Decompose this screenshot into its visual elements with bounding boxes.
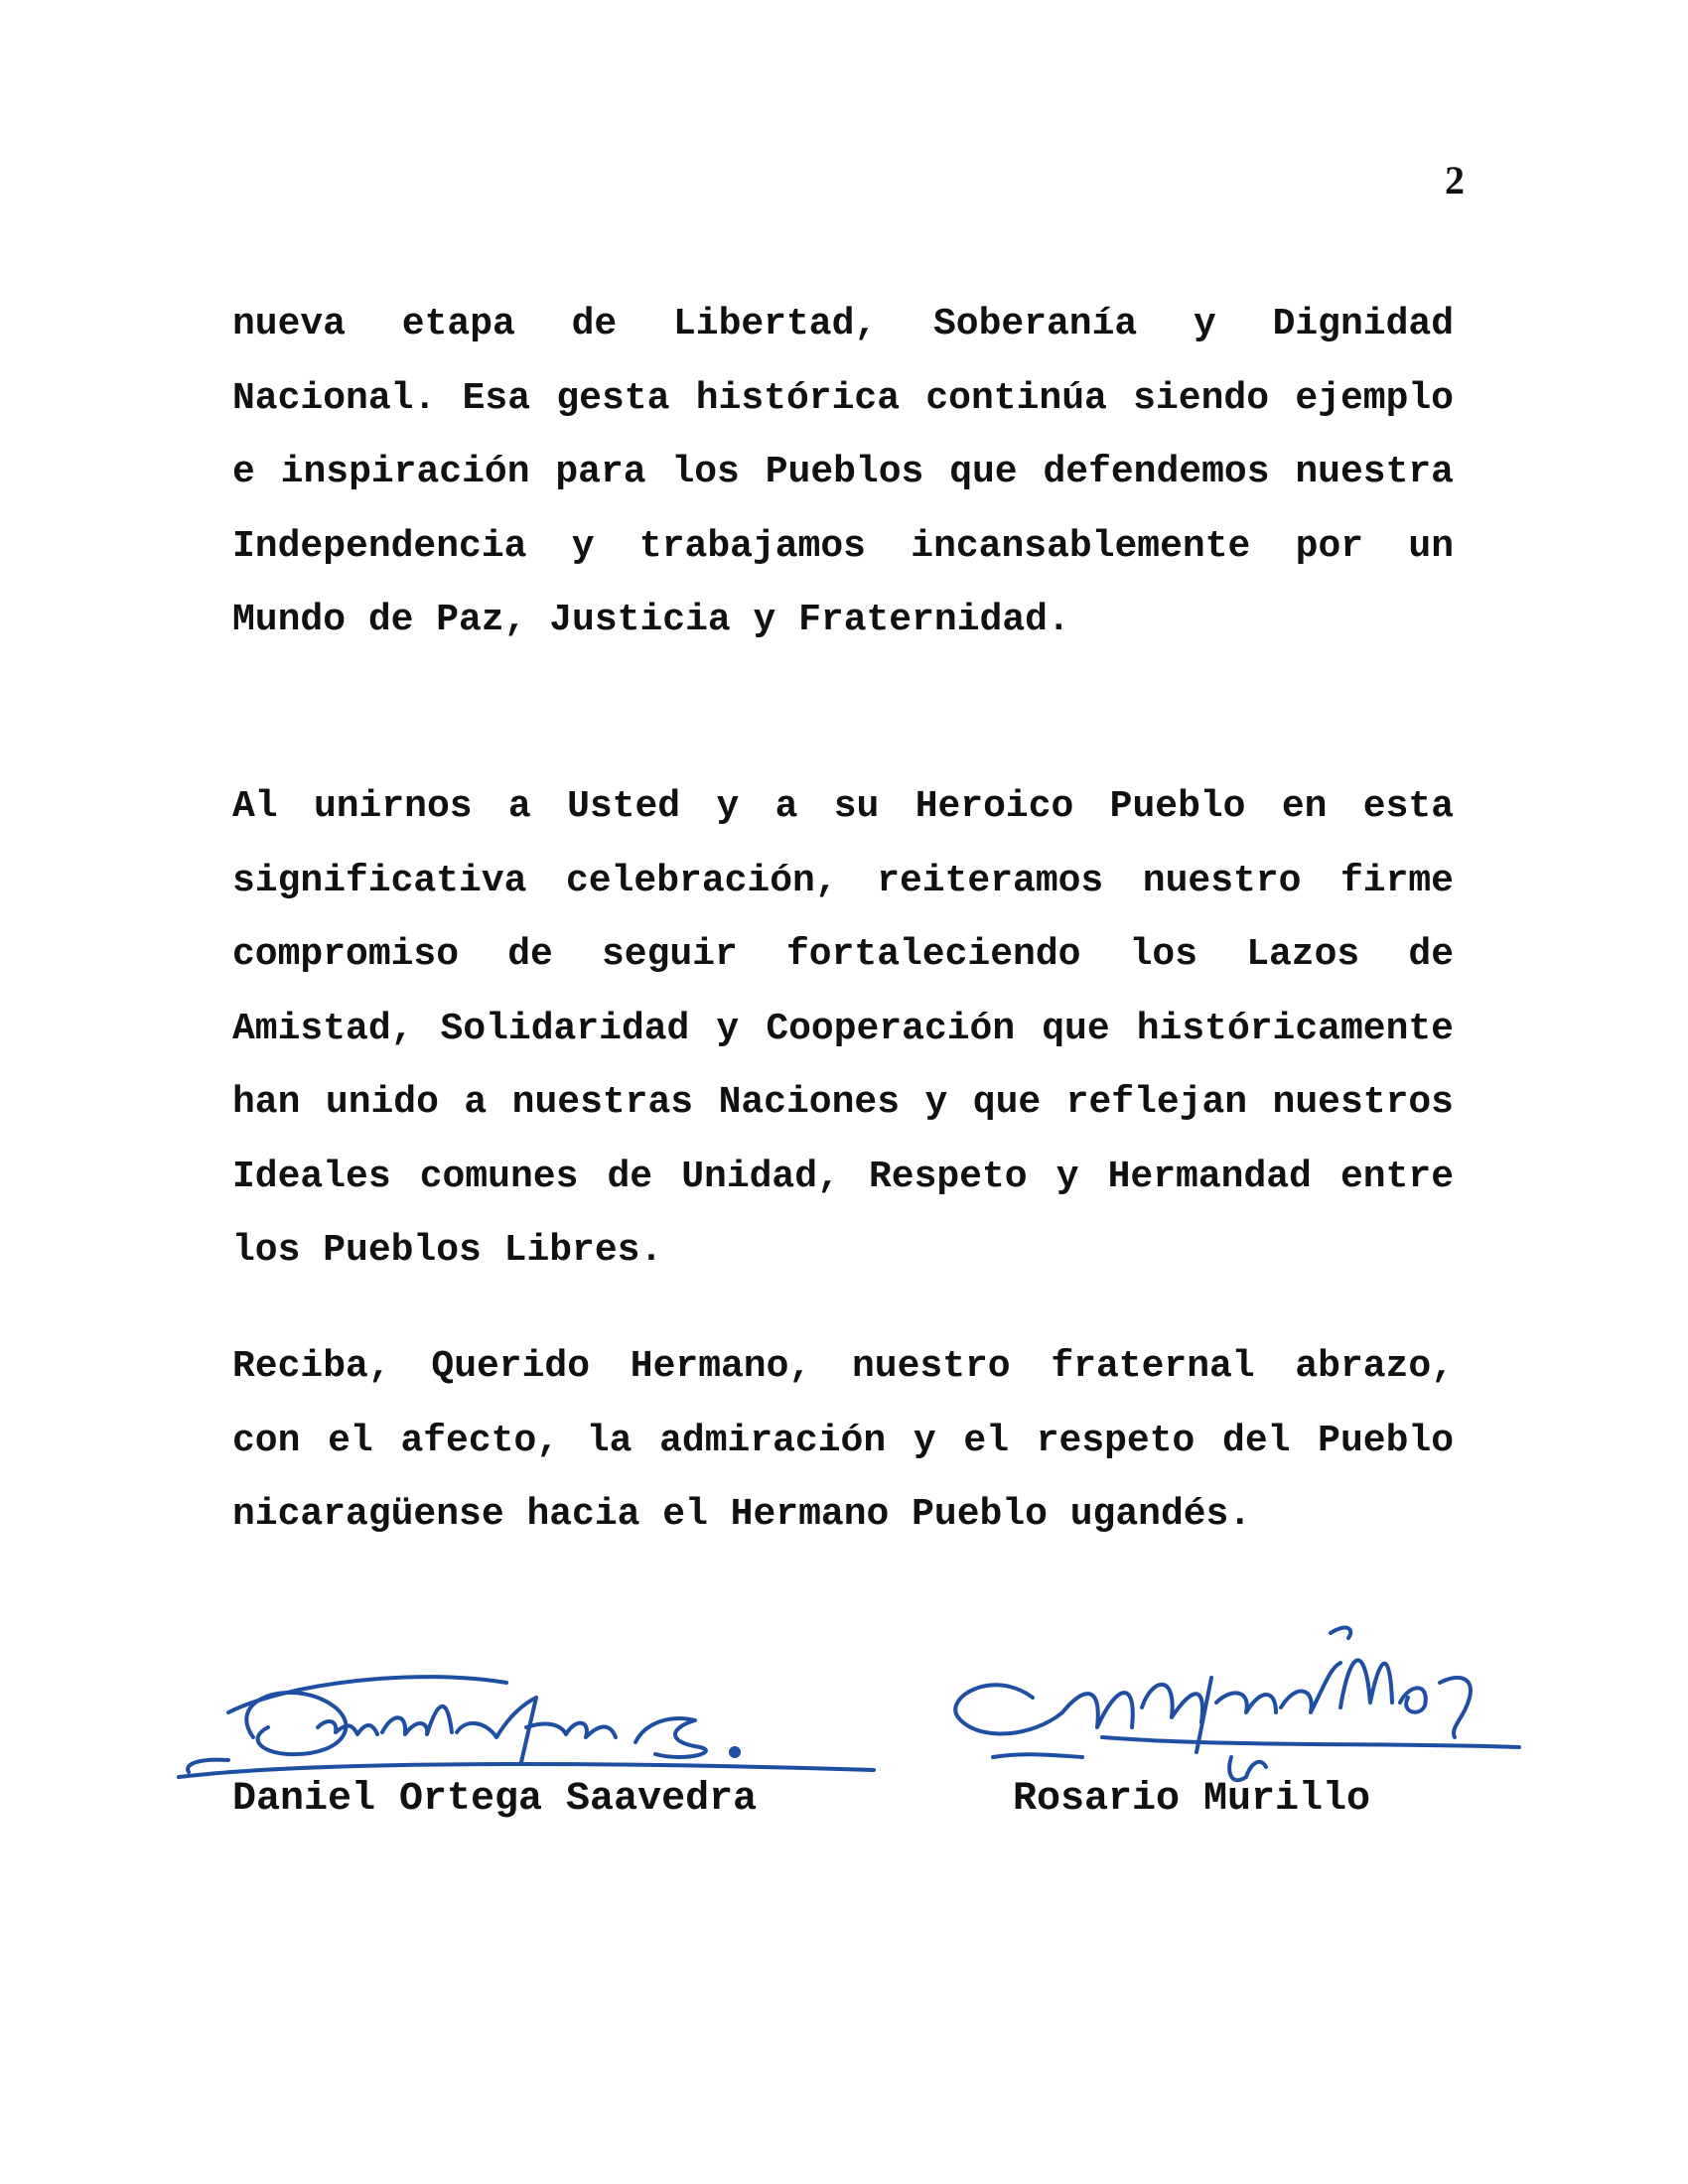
signatory-name-murillo: Rosario Murillo bbox=[1013, 1777, 1371, 1822]
paragraph: Reciba, Querido Hermano, nuestro fraternal abrazo, con el afecto, la admiración y el respeto del Pueblo nicaragüense hacia el Hermano Pueblo ugandés. bbox=[232, 1345, 1454, 1536]
page-number: 2 bbox=[1445, 158, 1465, 203]
signatory-name-ortega: Daniel Ortega Saavedra bbox=[232, 1777, 758, 1822]
signature-ortega-image bbox=[169, 1643, 904, 1797]
paragraph: Al unirnos a Usted y a su Heroico Pueblo en esta significativa celebración, reiteramos nuestro firme compromiso de seguir fortaleciendo los Lazos de Amistad, Solidaridad y Cooperación que históricamente han unido a nuestras Naciones y que reflejan nuestros Ideales comunes de Unidad, Respeto y Hermandad entre los Pueblos Libres. bbox=[232, 785, 1454, 1272]
paragraph: nueva etapa de Libertad, Soberanía y Dignidad Nacional. Esa gesta histórica continúa siendo ejemplo e inspiración para los Pueblos que defendemos nuestra Independencia y trabajamos incansablemente por un Mundo de Paz, Justicia y Fraternidad. bbox=[232, 303, 1454, 641]
